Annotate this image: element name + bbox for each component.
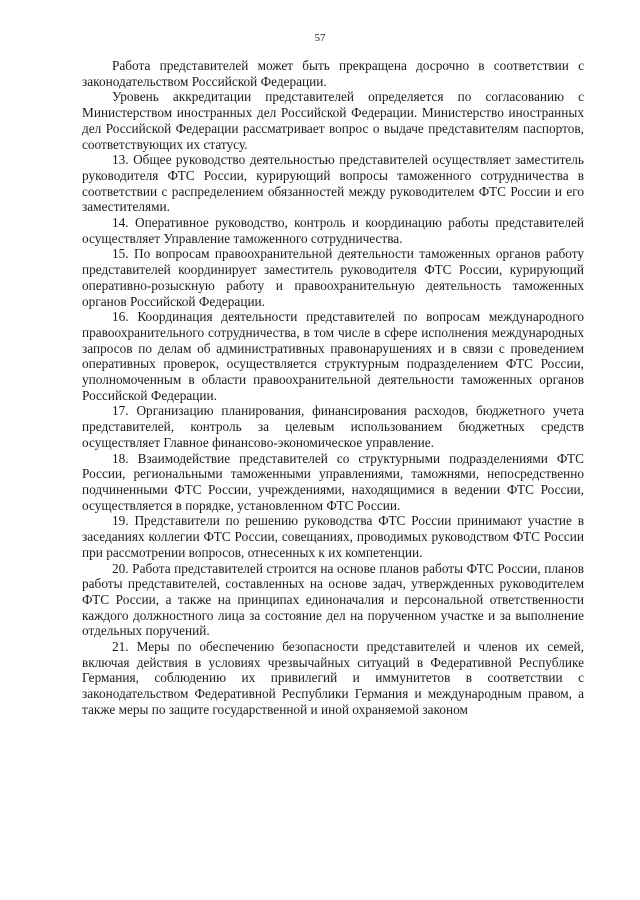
paragraph-20: 20. Работа представителей строится на основе планов работы ФТС России, планов работы представителей, составленных на основе задач, утвержденных руководителем ФТС России, а также на принципах единоначалия и персональной ответственности каждого должностного лица за состояние дел на порученном участке и за выполнение отдельных поручений. [82, 560, 584, 639]
paragraph-16: 16. Координация деятельности представителей по вопросам международного правоохранительного сотрудничества, в том числе в сфере исполнения международных запросов по делам об административных правонарушениях и в связи с проведением оперативных проверок, осуществляется структурным подразделением ФТС России, уполномоченным в области правоохранительной деятельности таможенных органов Российской Федерации. [82, 309, 584, 403]
paragraph-21: 21. Меры по обеспечению безопасности представителей и членов их семей, включая действия в условиях чрезвычайных ситуаций в Федеративной Республике Германия, соблюдению их привилегий и иммунитетов в соответствии с законодательством Федеративной Республики Германия и международным правом, а также меры по защите государственной и иной охраняемой законом [82, 639, 584, 717]
paragraph-accreditation: Уровень аккредитации представителей определяется по согласованию с Министерством иностранных дел Российской Федерации. Министерство иностранных дел Российской Федерации рассматривает вопрос о выдаче представителям паспортов, соответствующих их статусу. [82, 89, 584, 152]
page-number: 57 [314, 32, 326, 44]
paragraph-14: 14. Оперативное руководство, контроль и координацию работы представителей осуществляет Управление таможенного сотрудничества. [82, 215, 584, 246]
document-body [82, 58, 584, 718]
paragraph-15: 15. По вопросам правоохранительной деятельности таможенных органов работу представителей координирует заместитель руководителя ФТС России, курирующий оперативно-розыскную работу и правоохранительную деятельность таможенных органов Российской Федерации. [82, 246, 584, 309]
paragraph-17: 17. Организацию планирования, финансирования расходов, бюджетного учета представителей, контроль за целевым использованием бюджетных средств осуществляет Главное финансово-экономическое управление. [82, 403, 584, 450]
paragraph-termination: Работа представителей может быть прекращена досрочно в соответствии с законодательством Российской Федерации. [82, 58, 584, 89]
paragraph-13: 13. Общее руководство деятельностью представителей осуществляет заместитель руководителя ФТС России, курирующий вопросы таможенного сотрудничества в соответствии с распределением обязанностей между руководителем ФТС России и его заместителями. [82, 152, 584, 215]
paragraph-19: 19. Представители по решению руководства ФТС России принимают участие в заседаниях коллегии ФТС России, совещаниях, проводимых руководством ФТС России при рассмотрении вопросов, отнесенных к их компетенции. [82, 513, 584, 560]
paragraph-18: 18. Взаимодействие представителей со структурными подразделениями ФТС России, региональными таможенными управлениями, таможнями, непосредственно подчиненными ФТС России, учреждениями, находящимися в ведении ФТС России, осуществляется в порядке, установленном ФТС России. [82, 450, 584, 513]
